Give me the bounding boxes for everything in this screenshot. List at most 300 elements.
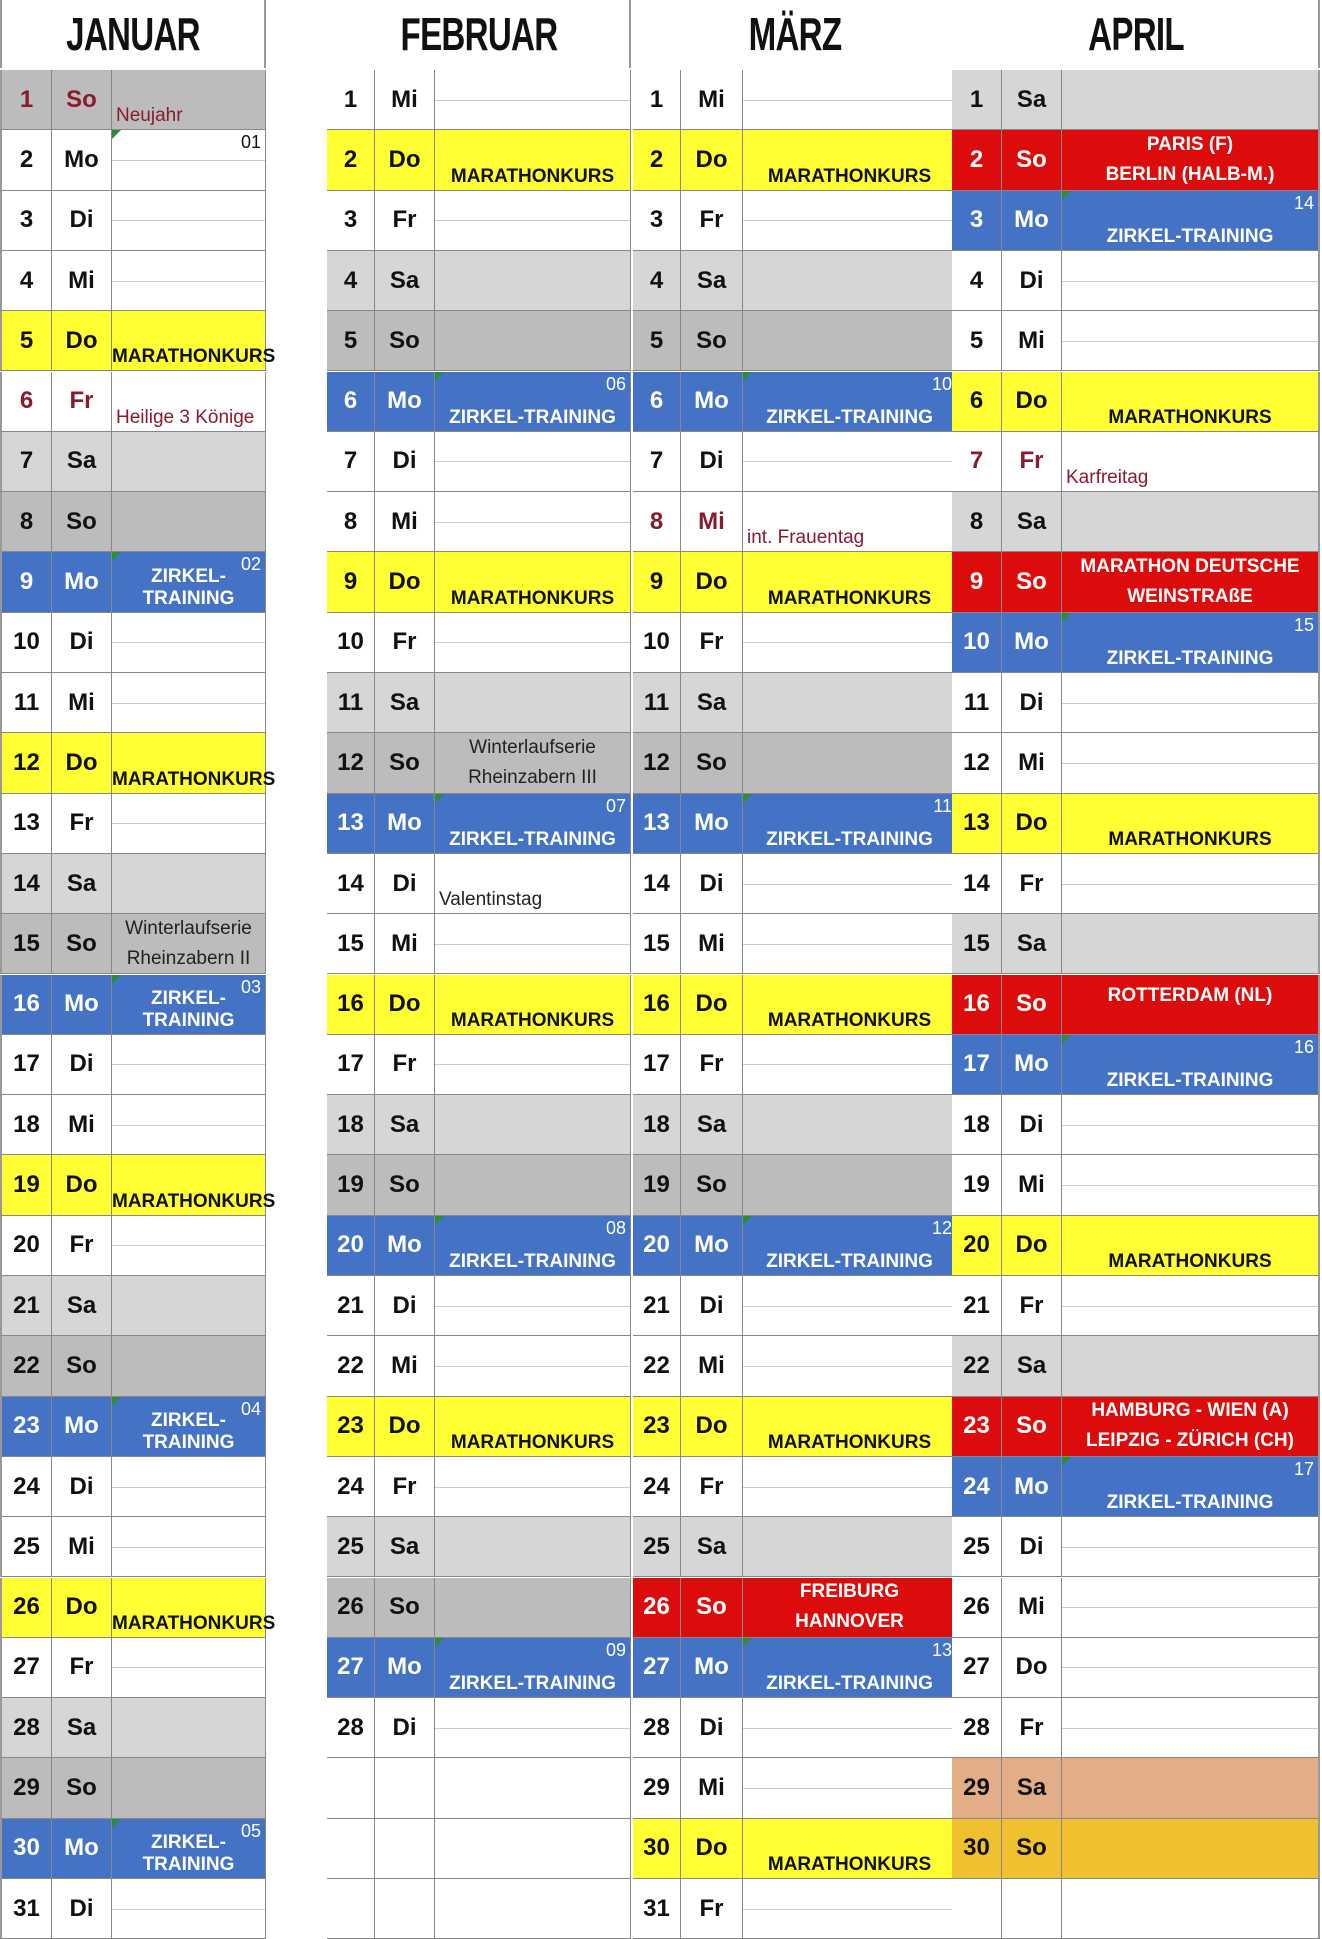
day-row (952, 794, 1320, 854)
month-header: JANUAR (66, 8, 200, 60)
weekday: So (681, 311, 743, 371)
week-marker-icon (112, 1397, 121, 1406)
day-number: 5 (952, 311, 1002, 371)
day-number: 1 (0, 70, 52, 130)
note-line-2: Rheinzabern II (126, 947, 251, 969)
day-event-cell (112, 70, 266, 130)
cell-rule (112, 642, 265, 643)
weekday: Di (681, 854, 743, 914)
day-event-cell (112, 1578, 276, 1638)
day-event-cell (743, 552, 957, 612)
day-number: 2 (327, 130, 375, 190)
day-row (327, 372, 631, 432)
day-row (0, 1095, 266, 1155)
weekday: So (681, 1578, 743, 1638)
day-event-cell (1062, 613, 1320, 673)
day-row (0, 794, 266, 854)
cell-rule (743, 1064, 956, 1065)
weekday: So (375, 1578, 435, 1638)
weekday: Mo (52, 1819, 112, 1879)
week-marker-icon (435, 372, 444, 381)
day-number: 11 (327, 673, 375, 733)
day-row (952, 1035, 1320, 1095)
day-event-cell (743, 1336, 957, 1396)
week-number: 05 (240, 1820, 261, 1841)
day-event-cell (743, 1095, 957, 1155)
weekday: Di (1002, 251, 1062, 311)
day-row (0, 733, 276, 793)
cell-rule (743, 1487, 956, 1488)
race-line-1: ROTTERDAM (NL) (1107, 984, 1273, 1006)
day-number: 27 (952, 1638, 1002, 1698)
day-row (952, 854, 1320, 914)
day-event-cell (435, 975, 631, 1035)
holiday-label: Karfreitag (1066, 467, 1149, 489)
day-row (633, 1578, 957, 1638)
weekday: Sa (1002, 492, 1062, 552)
day-number: 25 (952, 1517, 1002, 1577)
day-event-cell (743, 1276, 957, 1336)
weekday: Fr (681, 1035, 743, 1095)
weekday: Di (52, 191, 112, 251)
day-row (952, 552, 1320, 612)
weekday: Do (681, 1397, 743, 1457)
day-row (633, 1758, 957, 1818)
day-event-cell (743, 854, 957, 914)
day-event-cell (435, 1216, 631, 1276)
race-event (1062, 552, 1318, 611)
cell-rule (112, 703, 265, 704)
weekday (1002, 1879, 1062, 1939)
week-number: 01 (240, 132, 261, 153)
day-number: 1 (633, 70, 681, 130)
day-event-cell (435, 1698, 631, 1758)
day-number: 10 (0, 613, 52, 673)
day-event-cell (743, 613, 957, 673)
day-row (952, 251, 1320, 311)
day-number: 26 (633, 1578, 681, 1638)
weekday: Di (375, 1276, 435, 1336)
day-row (327, 1276, 631, 1336)
day-number: 12 (0, 733, 52, 793)
weekday: Mi (52, 673, 112, 733)
cell-rule (435, 1306, 630, 1307)
day-row (952, 191, 1320, 251)
day-row (952, 673, 1320, 733)
weekday: Mi (681, 1758, 743, 1818)
day-number: 28 (633, 1698, 681, 1758)
day-row (0, 552, 266, 612)
day-number: 2 (633, 130, 681, 190)
day-row (633, 854, 957, 914)
weekday: So (681, 1155, 743, 1215)
day-number (952, 1879, 1002, 1939)
day-number: 9 (327, 552, 375, 612)
race-line-1: MARATHON DEUTSCHE (1080, 556, 1300, 578)
day-event-cell (743, 733, 957, 793)
day-number: 5 (0, 311, 52, 371)
day-row (327, 191, 631, 251)
week-number: 06 (605, 373, 626, 394)
day-event-cell (743, 1397, 957, 1457)
day-event-cell (435, 432, 631, 492)
weekday: Fr (375, 1457, 435, 1517)
cell-rule (743, 100, 956, 101)
day-event-cell (435, 1457, 631, 1517)
day-row (0, 311, 276, 371)
day-row (0, 914, 266, 974)
weekday: So (52, 914, 112, 974)
day-number: 20 (952, 1216, 1002, 1276)
day-event-cell (1062, 311, 1320, 371)
day-number: 7 (633, 432, 681, 492)
day-number: 28 (952, 1698, 1002, 1758)
cell-rule (435, 220, 630, 221)
day-number: 27 (0, 1638, 52, 1698)
day-number: 15 (633, 914, 681, 974)
day-row (633, 1517, 957, 1577)
day-number: 5 (633, 311, 681, 371)
event-label: ZIRKEL-TRAINING (1106, 1070, 1274, 1092)
day-number: 17 (327, 1035, 375, 1095)
day-number: 9 (633, 552, 681, 612)
holiday-label: Heilige 3 Könige (116, 406, 255, 428)
cell-rule (112, 281, 265, 282)
note-label: Valentinstag (439, 889, 543, 911)
weekday: Fr (1002, 1276, 1062, 1336)
day-row (0, 1035, 266, 1095)
week-marker-icon (743, 372, 752, 381)
event-label: ZIRKEL-TRAINING (142, 565, 235, 609)
day-number: 18 (327, 1095, 375, 1155)
day-event-cell (1062, 914, 1320, 974)
day-row (633, 673, 957, 733)
day-row (633, 1397, 957, 1457)
day-row (0, 1397, 266, 1457)
holiday-label: int. Frauentag (747, 527, 865, 549)
day-row (633, 191, 957, 251)
cell-rule (435, 461, 630, 462)
week-number: 11 (933, 795, 952, 816)
cell-rule (1062, 1125, 1318, 1126)
day-number: 17 (952, 1035, 1002, 1095)
day-event-cell (743, 673, 957, 733)
weekday: Sa (375, 1095, 435, 1155)
day-number: 22 (952, 1336, 1002, 1396)
day-number: 12 (633, 733, 681, 793)
day-number: 13 (952, 794, 1002, 854)
day-number: 23 (0, 1397, 52, 1457)
cell-rule (112, 823, 265, 824)
weekday: Di (681, 1276, 743, 1336)
race-event (743, 1578, 956, 1637)
cell-rule (112, 1547, 265, 1548)
event-label: ZIRKEL-TRAINING (1106, 225, 1274, 247)
weekday: Fr (681, 191, 743, 251)
cell-rule (435, 1487, 630, 1488)
weekday: Mo (52, 1397, 112, 1457)
weekday (375, 1819, 435, 1879)
day-number: 7 (952, 432, 1002, 492)
day-number: 3 (327, 191, 375, 251)
event-label: ZIRKEL-TRAINING (449, 828, 616, 850)
day-row (633, 1879, 957, 1939)
day-event-cell (112, 1035, 266, 1095)
weekday: So (681, 733, 743, 793)
day-event-cell (1062, 372, 1320, 432)
note-line-1: Winterlaufserie (469, 736, 596, 758)
weekday: Mi (681, 70, 743, 130)
weekday: Mo (375, 1638, 435, 1698)
weekday: Do (681, 130, 743, 190)
weekday: Do (375, 130, 435, 190)
day-row (633, 251, 957, 311)
cell-rule (743, 461, 956, 462)
day-event-cell (743, 251, 957, 311)
weekday: Sa (681, 1095, 743, 1155)
day-row (327, 1155, 631, 1215)
day-number: 10 (327, 613, 375, 673)
day-number: 21 (952, 1276, 1002, 1336)
event-label: ZIRKEL-TRAINING (1106, 647, 1274, 669)
event-label: MARATHONKURS (767, 1009, 932, 1031)
event-label: MARATHONKURS (767, 1853, 932, 1875)
day-event-cell (112, 311, 276, 371)
day-number: 23 (952, 1397, 1002, 1457)
weekday: Sa (52, 854, 112, 914)
day-event-cell (1062, 1035, 1320, 1095)
weekday: Mo (52, 130, 112, 190)
day-number: 5 (327, 311, 375, 371)
day-row (952, 311, 1320, 371)
week-marker-icon (112, 1819, 121, 1828)
cell-rule (1062, 281, 1318, 282)
day-row (0, 673, 266, 733)
race-line-1: PARIS (F) (1146, 133, 1234, 155)
day-event-cell (1062, 70, 1320, 130)
day-row (0, 130, 266, 190)
event-label: ZIRKEL-TRAINING (142, 987, 235, 1031)
day-row (952, 1578, 1320, 1638)
race-line-1: HAMBURG - WIEN (A) (1091, 1400, 1289, 1422)
weekday: Fr (681, 613, 743, 673)
cell-rule (435, 1366, 630, 1367)
day-row (952, 975, 1320, 1035)
weekday: Di (1002, 1517, 1062, 1577)
day-row (327, 1879, 631, 1939)
cell-rule (1062, 1547, 1318, 1548)
weekday: Mi (1002, 1578, 1062, 1638)
day-number: 8 (952, 492, 1002, 552)
race-event (1062, 130, 1318, 189)
weekday: Sa (681, 1517, 743, 1577)
week-marker-icon (112, 552, 121, 561)
day-event-cell (743, 311, 957, 371)
weekday: Mi (681, 914, 743, 974)
day-number: 11 (952, 673, 1002, 733)
weekday: Mo (375, 372, 435, 432)
event-label: MARATHONKURS (112, 1612, 276, 1634)
day-event-cell (1062, 1578, 1320, 1638)
day-number: 18 (0, 1095, 52, 1155)
day-number: 14 (327, 854, 375, 914)
cell-rule (1062, 1607, 1318, 1608)
weekday: Mi (1002, 311, 1062, 371)
day-row (327, 1457, 631, 1517)
day-row (633, 914, 957, 974)
day-number: 20 (633, 1216, 681, 1276)
cell-rule (112, 1125, 265, 1126)
day-event-cell (112, 1698, 266, 1758)
event-label: MARATHONKURS (450, 165, 615, 187)
day-row (327, 1758, 631, 1818)
day-row (0, 975, 266, 1035)
day-number: 14 (0, 854, 52, 914)
day-event-cell (112, 794, 266, 854)
day-event-cell (112, 1216, 266, 1276)
race-event (1062, 1397, 1318, 1456)
day-event-cell (112, 130, 266, 190)
day-event-cell (435, 552, 631, 612)
day-number: 31 (0, 1879, 52, 1939)
event-label: ZIRKEL-TRAINING (766, 828, 933, 850)
day-event-cell (743, 1216, 957, 1276)
day-number: 8 (327, 492, 375, 552)
weekday: So (1002, 975, 1062, 1035)
week-marker-icon (112, 975, 121, 984)
day-event-cell (435, 794, 631, 854)
day-event-cell (743, 975, 957, 1035)
race-series-note (435, 733, 630, 792)
day-event-cell (435, 613, 631, 673)
day-number: 27 (327, 1638, 375, 1698)
weekday: So (1002, 130, 1062, 190)
month-header: APRIL (1088, 8, 1184, 60)
day-event-cell (435, 1819, 631, 1879)
day-event-cell (435, 1276, 631, 1336)
day-row (633, 372, 957, 432)
day-number: 20 (0, 1216, 52, 1276)
weekday: So (1002, 552, 1062, 612)
cell-rule (1062, 341, 1318, 342)
weekday: Mo (681, 1638, 743, 1698)
weekday: Mo (375, 1216, 435, 1276)
day-number: 22 (0, 1336, 52, 1396)
day-number: 19 (952, 1155, 1002, 1215)
weekday: Sa (1002, 1758, 1062, 1818)
cell-rule (743, 884, 956, 885)
weekday: Sa (52, 432, 112, 492)
cell-rule (1062, 1306, 1318, 1307)
day-event-cell (435, 130, 631, 190)
day-number: 16 (327, 975, 375, 1035)
event-label: MARATHONKURS (767, 165, 932, 187)
weekday: So (52, 1758, 112, 1818)
cell-rule (743, 1306, 956, 1307)
day-number: 26 (0, 1578, 52, 1638)
day-row (0, 1336, 266, 1396)
week-number: 16 (1293, 1036, 1314, 1057)
weekday: Mi (52, 251, 112, 311)
day-event-cell (112, 372, 266, 432)
day-event-cell (112, 975, 266, 1035)
week-marker-icon (112, 130, 121, 139)
day-number: 28 (327, 1698, 375, 1758)
day-event-cell (1062, 794, 1320, 854)
day-number: 22 (633, 1336, 681, 1396)
day-row (0, 1758, 266, 1818)
weekday: Mo (1002, 1457, 1062, 1517)
day-row (327, 1517, 631, 1577)
week-marker-icon (1062, 1035, 1071, 1044)
day-event-cell (743, 1517, 957, 1577)
day-event-cell (1062, 1397, 1320, 1457)
event-label: MARATHONKURS (112, 1190, 276, 1212)
day-event-cell (1062, 1216, 1320, 1276)
day-row (952, 1638, 1320, 1698)
day-row (952, 733, 1320, 793)
day-row (327, 975, 631, 1035)
day-number: 31 (633, 1879, 681, 1939)
day-number: 22 (327, 1336, 375, 1396)
week-number: 04 (240, 1398, 261, 1419)
cell-rule (435, 1728, 630, 1729)
day-number: 9 (0, 552, 52, 612)
day-number: 26 (952, 1578, 1002, 1638)
event-label: ZIRKEL-TRAINING (766, 406, 933, 428)
day-event-cell (112, 251, 266, 311)
weekday: Fr (1002, 1698, 1062, 1758)
weekday: Fr (52, 1638, 112, 1698)
weekday: Mi (375, 492, 435, 552)
cell-rule (112, 1245, 265, 1246)
week-marker-icon (435, 794, 444, 803)
day-event-cell (1062, 1095, 1320, 1155)
day-number: 4 (327, 251, 375, 311)
day-event-cell (743, 191, 957, 251)
day-event-cell (1062, 432, 1320, 492)
weekday: Sa (52, 1698, 112, 1758)
day-number: 23 (633, 1397, 681, 1457)
day-event-cell (1062, 1819, 1320, 1879)
day-row (327, 251, 631, 311)
day-row (0, 492, 266, 552)
day-event-cell (1062, 1638, 1320, 1698)
weekday: Do (52, 311, 112, 371)
day-number: 21 (0, 1276, 52, 1336)
weekday: Mo (1002, 613, 1062, 673)
weekday: Mo (1002, 191, 1062, 251)
month-header: MÄRZ (748, 8, 842, 60)
weekday: So (52, 1336, 112, 1396)
week-number: 14 (1293, 192, 1314, 213)
day-event-cell (1062, 251, 1320, 311)
day-number: 18 (952, 1095, 1002, 1155)
day-event-cell (435, 492, 631, 552)
day-event-cell (743, 1698, 957, 1758)
weekday: Di (52, 1457, 112, 1517)
weekday: Di (1002, 673, 1062, 733)
day-row (952, 1698, 1320, 1758)
day-number: 19 (633, 1155, 681, 1215)
weekday: Fr (681, 1457, 743, 1517)
day-row (0, 1276, 266, 1336)
weekday: Fr (681, 1879, 743, 1939)
cell-rule (435, 642, 630, 643)
day-row (0, 70, 266, 130)
weekday: Mi (375, 70, 435, 130)
day-row (633, 1638, 957, 1698)
